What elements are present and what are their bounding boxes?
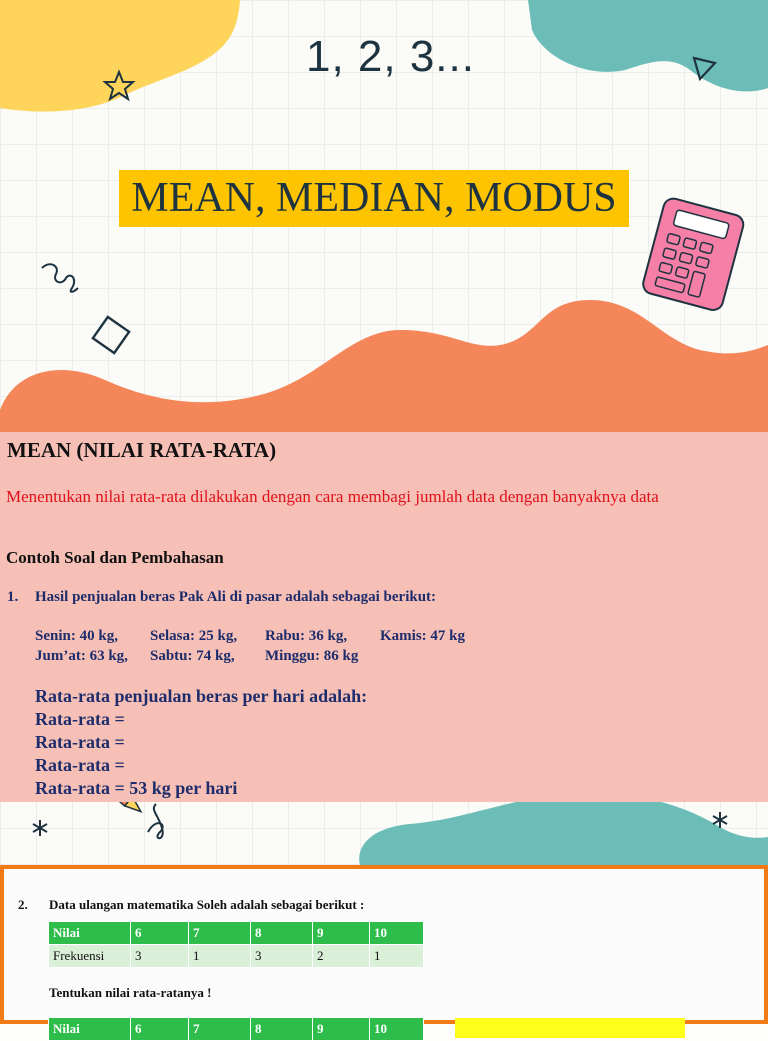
page-title: MEAN, MEDIAN, MODUS <box>119 170 629 227</box>
table-cell: 2 <box>313 945 370 968</box>
table-cell: 1 <box>370 945 424 968</box>
table-cell: 10 <box>370 922 424 945</box>
table-cell: 7 <box>189 1018 251 1041</box>
table-cell: 7 <box>189 922 251 945</box>
table-cell: Nilai <box>49 1018 131 1041</box>
examples-subheading: Contoh Soal dan Pembahasan <box>6 548 224 567</box>
table-row <box>49 945 424 968</box>
solution-result: Rata-rata = 53 kg per hari <box>35 778 238 798</box>
calculator-icon <box>641 196 746 312</box>
teal-wave <box>359 792 768 865</box>
title-slide <box>0 0 768 432</box>
example2-slide <box>0 865 768 1036</box>
table-cell: 1 <box>189 945 251 968</box>
table-cell: 10 <box>370 1018 424 1041</box>
highlight-box <box>455 1018 685 1038</box>
day-sales-item: Senin: 40 kg, <box>35 628 118 644</box>
table-cell: 8 <box>251 1018 313 1041</box>
table-cell: 3 <box>251 945 313 968</box>
solution-line: Rata-rata penjualan beras per hari adalah: <box>35 686 368 706</box>
day-sales-item: Selasa: 25 kg, <box>150 628 238 644</box>
mean-definition: Menentukan nilai rata-rata dilakukan dengan cara membagi jumlah data dengan banyaknya data <box>6 487 659 506</box>
solution-line: Rata-rata = <box>35 709 125 729</box>
table-cell: 6 <box>131 922 189 945</box>
question-text: Data ulangan matematika Soleh adalah sebagai berikut : <box>49 897 365 912</box>
table-cell: 6 <box>131 1018 189 1041</box>
solution-table <box>48 1017 424 1041</box>
counter-text: 1, 2, 3... <box>306 32 475 81</box>
frequency-table <box>48 921 424 968</box>
solution-line: Rata-rata = <box>35 732 125 752</box>
table-header-row <box>49 1018 424 1041</box>
question-number: 2. <box>18 897 28 912</box>
squiggle-icon <box>148 804 163 838</box>
day-sales-item: Rabu: 36 kg, <box>265 628 348 644</box>
question-task: Tentukan nilai rata-ratanya ! <box>49 985 212 1000</box>
orange-wave <box>0 300 768 432</box>
day-sales-item: Minggu: 86 kg <box>265 648 359 664</box>
day-sales-item: Kamis: 47 kg <box>380 628 466 644</box>
question-text: Hasil penjualan beras Pak Ali di pasar adalah sebagai berikut: <box>35 589 437 605</box>
mean-slide <box>0 432 768 865</box>
section-heading: MEAN (NILAI RATA-RATA) <box>7 438 277 462</box>
square-icon <box>93 317 129 353</box>
table-header-row <box>49 922 424 945</box>
table-cell: Frekuensi <box>49 945 131 968</box>
day-sales-item: Jum’at: 63 kg, <box>35 648 128 664</box>
table-cell: Nilai <box>49 922 131 945</box>
table-cell: 3 <box>131 945 189 968</box>
question-number: 1. <box>7 589 19 605</box>
table-cell: 9 <box>313 922 370 945</box>
teal-blob <box>528 0 768 91</box>
day-sales-item: Sabtu: 74 kg, <box>150 648 235 664</box>
table-cell: 9 <box>313 1018 370 1041</box>
solution-line: Rata-rata = <box>35 755 125 775</box>
table-cell: 8 <box>251 922 313 945</box>
asterisk-icon <box>33 820 47 836</box>
mean-content-panel <box>0 432 768 802</box>
squiggle-icon <box>42 264 78 292</box>
